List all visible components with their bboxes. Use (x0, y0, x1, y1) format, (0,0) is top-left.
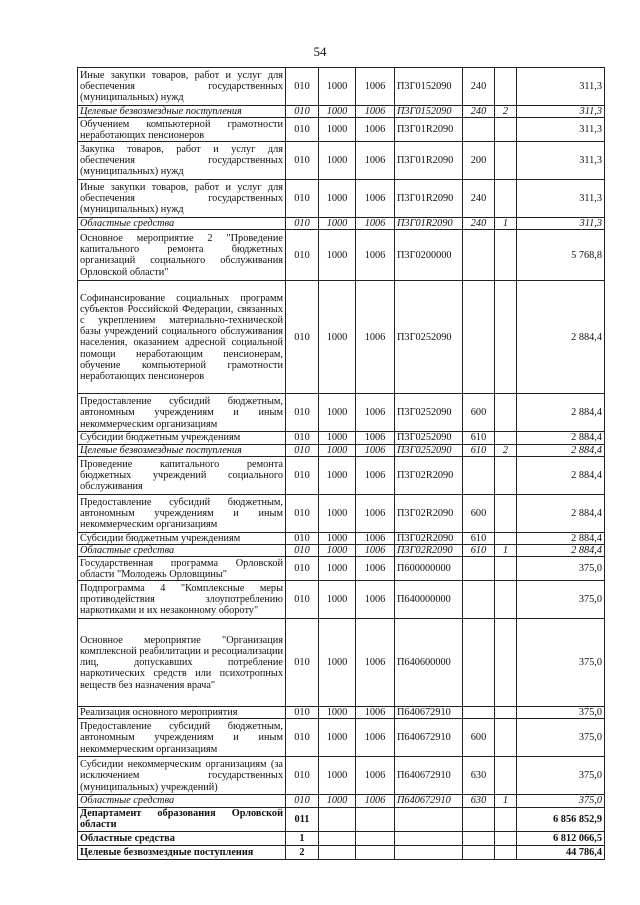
amount: 375,0 (517, 719, 605, 757)
expense-type: 610 (463, 545, 495, 557)
row-name: Иные закупки товаров, работ и услуг для обеспечения государственных (муниципальных) нужд (78, 68, 286, 106)
section-code: 1000 (319, 557, 356, 581)
ministry-code: 010 (286, 707, 319, 719)
table-row (78, 218, 605, 230)
section-code: 1000 (319, 707, 356, 719)
subsection-code: 1006 (356, 757, 395, 795)
row-name: Софинансирование социальных программ субъектов Российской Федерации, связанных с укреплением материально-технической базы учреждений социального обслуживания населения, оказанием адресной социальной помощи неработающим пенсионерам, обучение компьютерной грамотности неработающих пенсионеров (78, 281, 286, 394)
table-row (78, 581, 605, 619)
ministry-code: 010 (286, 494, 319, 532)
row-name: Проведение капитального ремонта бюджетных учреждений социального обслуживания (78, 456, 286, 494)
section-code: 1000 (319, 545, 356, 557)
table-row (78, 795, 605, 807)
ministry-code: 011 (286, 807, 319, 831)
subsection-code: 1006 (356, 456, 395, 494)
subsection-code (356, 831, 395, 845)
subsection-code: 1006 (356, 707, 395, 719)
subsection-code: 1006 (356, 545, 395, 557)
section-code: 1000 (319, 180, 356, 218)
amount: 44 786,4 (517, 845, 605, 859)
target-article: П3Г0152090 (395, 68, 463, 106)
target-article: П3Г0252090 (395, 394, 463, 432)
section-code: 1000 (319, 795, 356, 807)
funding-source (495, 68, 517, 106)
amount: 2 884,4 (517, 545, 605, 557)
subsection-code (356, 845, 395, 859)
table-row (78, 432, 605, 444)
funding-source: 1 (495, 545, 517, 557)
expense-type (463, 456, 495, 494)
table-row (78, 494, 605, 532)
subsection-code: 1006 (356, 218, 395, 230)
row-name: Областные средства (78, 831, 286, 845)
target-article: П640000000 (395, 581, 463, 619)
expense-type: 600 (463, 494, 495, 532)
expense-type: 610 (463, 532, 495, 544)
section-code: 1000 (319, 394, 356, 432)
amount: 375,0 (517, 557, 605, 581)
funding-source (495, 707, 517, 719)
row-name: Целевые безвозмездные поступления (78, 845, 286, 859)
target-article: П640672910 (395, 795, 463, 807)
ministry-code: 010 (286, 218, 319, 230)
ministry-code: 010 (286, 795, 319, 807)
table-row (78, 142, 605, 180)
amount: 311,3 (517, 218, 605, 230)
section-code: 1000 (319, 494, 356, 532)
subsection-code: 1006 (356, 142, 395, 180)
row-name: Реализация основного мероприятия (78, 707, 286, 719)
expense-type: 630 (463, 795, 495, 807)
ministry-code: 010 (286, 456, 319, 494)
section-code: 1000 (319, 532, 356, 544)
expense-type: 240 (463, 106, 495, 118)
ministry-code: 010 (286, 557, 319, 581)
amount: 2 884,4 (517, 494, 605, 532)
row-name: Субсидии бюджетным учреждениям (78, 532, 286, 544)
row-name: Субсидии бюджетным учреждениям (78, 432, 286, 444)
funding-source (495, 281, 517, 394)
amount: 311,3 (517, 180, 605, 218)
funding-source (495, 230, 517, 281)
row-name: Предоставление субсидий бюджетным, автономным учреждениям и иным некоммерческим организациям (78, 394, 286, 432)
target-article: П3Г02R2090 (395, 532, 463, 544)
expense-type: 610 (463, 432, 495, 444)
table-row (78, 557, 605, 581)
table-row (78, 180, 605, 218)
target-article: П3Г0152090 (395, 106, 463, 118)
target-article: П3Г0252090 (395, 281, 463, 394)
table-row (78, 757, 605, 795)
amount: 375,0 (517, 795, 605, 807)
subsection-code: 1006 (356, 180, 395, 218)
expense-type: 200 (463, 142, 495, 180)
row-name: Целевые безвозмездные поступления (78, 444, 286, 456)
amount: 2 884,4 (517, 432, 605, 444)
row-name: Департамент образования Орловской области (78, 807, 286, 831)
funding-source (495, 180, 517, 218)
amount: 311,3 (517, 68, 605, 106)
table-row (78, 394, 605, 432)
target-article: П640672910 (395, 719, 463, 757)
funding-source: 1 (495, 795, 517, 807)
table-row (78, 619, 605, 707)
ministry-code: 010 (286, 757, 319, 795)
expense-type: 240 (463, 180, 495, 218)
expense-type (463, 831, 495, 845)
section-code: 1000 (319, 230, 356, 281)
amount: 2 884,4 (517, 281, 605, 394)
expense-type: 630 (463, 757, 495, 795)
funding-source (495, 394, 517, 432)
table-row (78, 707, 605, 719)
target-article: П3Г01R2090 (395, 118, 463, 142)
expense-type (463, 230, 495, 281)
section-code: 1000 (319, 432, 356, 444)
expense-type (463, 845, 495, 859)
table-row (78, 281, 605, 394)
expense-type (463, 619, 495, 707)
funding-source (495, 619, 517, 707)
funding-source (495, 142, 517, 180)
table-row (78, 719, 605, 757)
section-code: 1000 (319, 218, 356, 230)
expense-type: 600 (463, 394, 495, 432)
expense-type (463, 118, 495, 142)
subsection-code: 1006 (356, 394, 395, 432)
funding-source: 1 (495, 218, 517, 230)
table-body (78, 68, 605, 860)
row-name: Обучением компьютерной грамотности неработающих пенсионеров (78, 118, 286, 142)
subsection-code: 1006 (356, 581, 395, 619)
subsection-code: 1006 (356, 68, 395, 106)
row-name: Предоставление субсидий бюджетным, автономным учреждениям и иным некоммерческим организациям (78, 719, 286, 757)
table-row (78, 230, 605, 281)
amount: 311,3 (517, 142, 605, 180)
funding-source (495, 581, 517, 619)
funding-source (495, 532, 517, 544)
budget-table (77, 67, 605, 860)
row-name: Государственная программа Орловской области "Молодежь Орловщины" (78, 557, 286, 581)
amount: 6 812 066,5 (517, 831, 605, 845)
expense-type: 600 (463, 719, 495, 757)
funding-source (495, 432, 517, 444)
funding-source: 2 (495, 444, 517, 456)
target-article (395, 807, 463, 831)
table-row (78, 845, 605, 859)
target-article: П3Г0200000 (395, 230, 463, 281)
funding-source (495, 557, 517, 581)
section-code: 1000 (319, 456, 356, 494)
funding-source (495, 494, 517, 532)
subsection-code: 1006 (356, 619, 395, 707)
target-article (395, 831, 463, 845)
subsection-code: 1006 (356, 494, 395, 532)
ministry-code: 2 (286, 845, 319, 859)
funding-source (495, 456, 517, 494)
target-article: П640600000 (395, 619, 463, 707)
subsection-code: 1006 (356, 230, 395, 281)
funding-source (495, 757, 517, 795)
row-name: Подпрограмма 4 "Комплексные меры противодействия злоупотреблению наркотиками и их незаконному обороту" (78, 581, 286, 619)
section-code: 1000 (319, 757, 356, 795)
expense-type (463, 807, 495, 831)
ministry-code: 010 (286, 142, 319, 180)
section-code: 1000 (319, 118, 356, 142)
amount: 2 884,4 (517, 394, 605, 432)
ministry-code: 010 (286, 118, 319, 142)
row-name: Областные средства (78, 545, 286, 557)
target-article (395, 845, 463, 859)
table-row (78, 831, 605, 845)
page-number: 54 (313, 44, 327, 59)
ministry-code: 010 (286, 619, 319, 707)
table-row (78, 532, 605, 544)
target-article: П3Г01R2090 (395, 218, 463, 230)
funding-source: 2 (495, 106, 517, 118)
subsection-code: 1006 (356, 432, 395, 444)
ministry-code: 010 (286, 180, 319, 218)
ministry-code: 010 (286, 532, 319, 544)
target-article: П640672910 (395, 707, 463, 719)
section-code: 1000 (319, 619, 356, 707)
subsection-code: 1006 (356, 532, 395, 544)
target-article: П3Г02R2090 (395, 545, 463, 557)
row-name: Областные средства (78, 218, 286, 230)
section-code (319, 807, 356, 831)
amount: 375,0 (517, 707, 605, 719)
subsection-code: 1006 (356, 118, 395, 142)
section-code: 1000 (319, 68, 356, 106)
amount: 375,0 (517, 757, 605, 795)
row-name: Основное мероприятие "Организация комплексной реабилитации и ресоциализации лиц, допускавших потребление наркотических средств или психотропных веществ без назначения врача" (78, 619, 286, 707)
row-name: Предоставление субсидий бюджетным, автономным учреждениям и иным некоммерческим организациям (78, 494, 286, 532)
funding-source (495, 719, 517, 757)
ministry-code: 010 (286, 230, 319, 281)
subsection-code: 1006 (356, 557, 395, 581)
subsection-code: 1006 (356, 795, 395, 807)
target-article: П3Г01R2090 (395, 180, 463, 218)
section-code: 1000 (319, 444, 356, 456)
subsection-code: 1006 (356, 281, 395, 394)
ministry-code: 1 (286, 831, 319, 845)
amount: 375,0 (517, 619, 605, 707)
table-row (78, 807, 605, 831)
amount: 5 768,8 (517, 230, 605, 281)
subsection-code: 1006 (356, 719, 395, 757)
target-article: П3Г0252090 (395, 432, 463, 444)
table-row (78, 106, 605, 118)
ministry-code: 010 (286, 444, 319, 456)
row-name: Иные закупки товаров, работ и услуг для обеспечения государственных (муниципальных) нужд (78, 180, 286, 218)
row-name: Закупка товаров, работ и услуг для обеспечения государственных (муниципальных) нужд (78, 142, 286, 180)
amount: 6 856 852,9 (517, 807, 605, 831)
expense-type (463, 707, 495, 719)
ministry-code: 010 (286, 581, 319, 619)
funding-source (495, 118, 517, 142)
section-code (319, 845, 356, 859)
amount: 2 884,4 (517, 456, 605, 494)
expense-type (463, 581, 495, 619)
row-name: Основное мероприятие 2 "Проведение капитального ремонта бюджетных организаций социального обслуживания Орловской области" (78, 230, 286, 281)
expense-type (463, 281, 495, 394)
ministry-code: 010 (286, 68, 319, 106)
target-article: П3Г02R2090 (395, 494, 463, 532)
subsection-code: 1006 (356, 444, 395, 456)
row-name: Целевые безвозмездные поступления (78, 106, 286, 118)
row-name: Областные средства (78, 795, 286, 807)
section-code: 1000 (319, 106, 356, 118)
section-code: 1000 (319, 281, 356, 394)
ministry-code: 010 (286, 281, 319, 394)
amount: 311,3 (517, 106, 605, 118)
amount: 375,0 (517, 581, 605, 619)
ministry-code: 010 (286, 545, 319, 557)
table-row (78, 545, 605, 557)
target-article: П640672910 (395, 757, 463, 795)
section-code: 1000 (319, 581, 356, 619)
amount: 2 884,4 (517, 532, 605, 544)
ministry-code: 010 (286, 106, 319, 118)
target-article: П3Г02R2090 (395, 456, 463, 494)
section-code: 1000 (319, 719, 356, 757)
target-article: П3Г0252090 (395, 444, 463, 456)
table-row (78, 444, 605, 456)
subsection-code: 1006 (356, 106, 395, 118)
target-article: П600000000 (395, 557, 463, 581)
ministry-code: 010 (286, 719, 319, 757)
funding-source (495, 807, 517, 831)
target-article: П3Г01R2090 (395, 142, 463, 180)
row-name: Субсидии некоммерческим организациям (за исключением государственных (муниципальных) учреждений) (78, 757, 286, 795)
expense-type: 240 (463, 68, 495, 106)
funding-source (495, 845, 517, 859)
expense-type: 240 (463, 218, 495, 230)
ministry-code: 010 (286, 432, 319, 444)
subsection-code (356, 807, 395, 831)
funding-source (495, 831, 517, 845)
table-row (78, 68, 605, 106)
section-code: 1000 (319, 142, 356, 180)
amount: 2 884,4 (517, 444, 605, 456)
ministry-code: 010 (286, 394, 319, 432)
table-row (78, 118, 605, 142)
expense-type: 610 (463, 444, 495, 456)
amount: 311,3 (517, 118, 605, 142)
expense-type (463, 557, 495, 581)
table-row (78, 456, 605, 494)
section-code (319, 831, 356, 845)
